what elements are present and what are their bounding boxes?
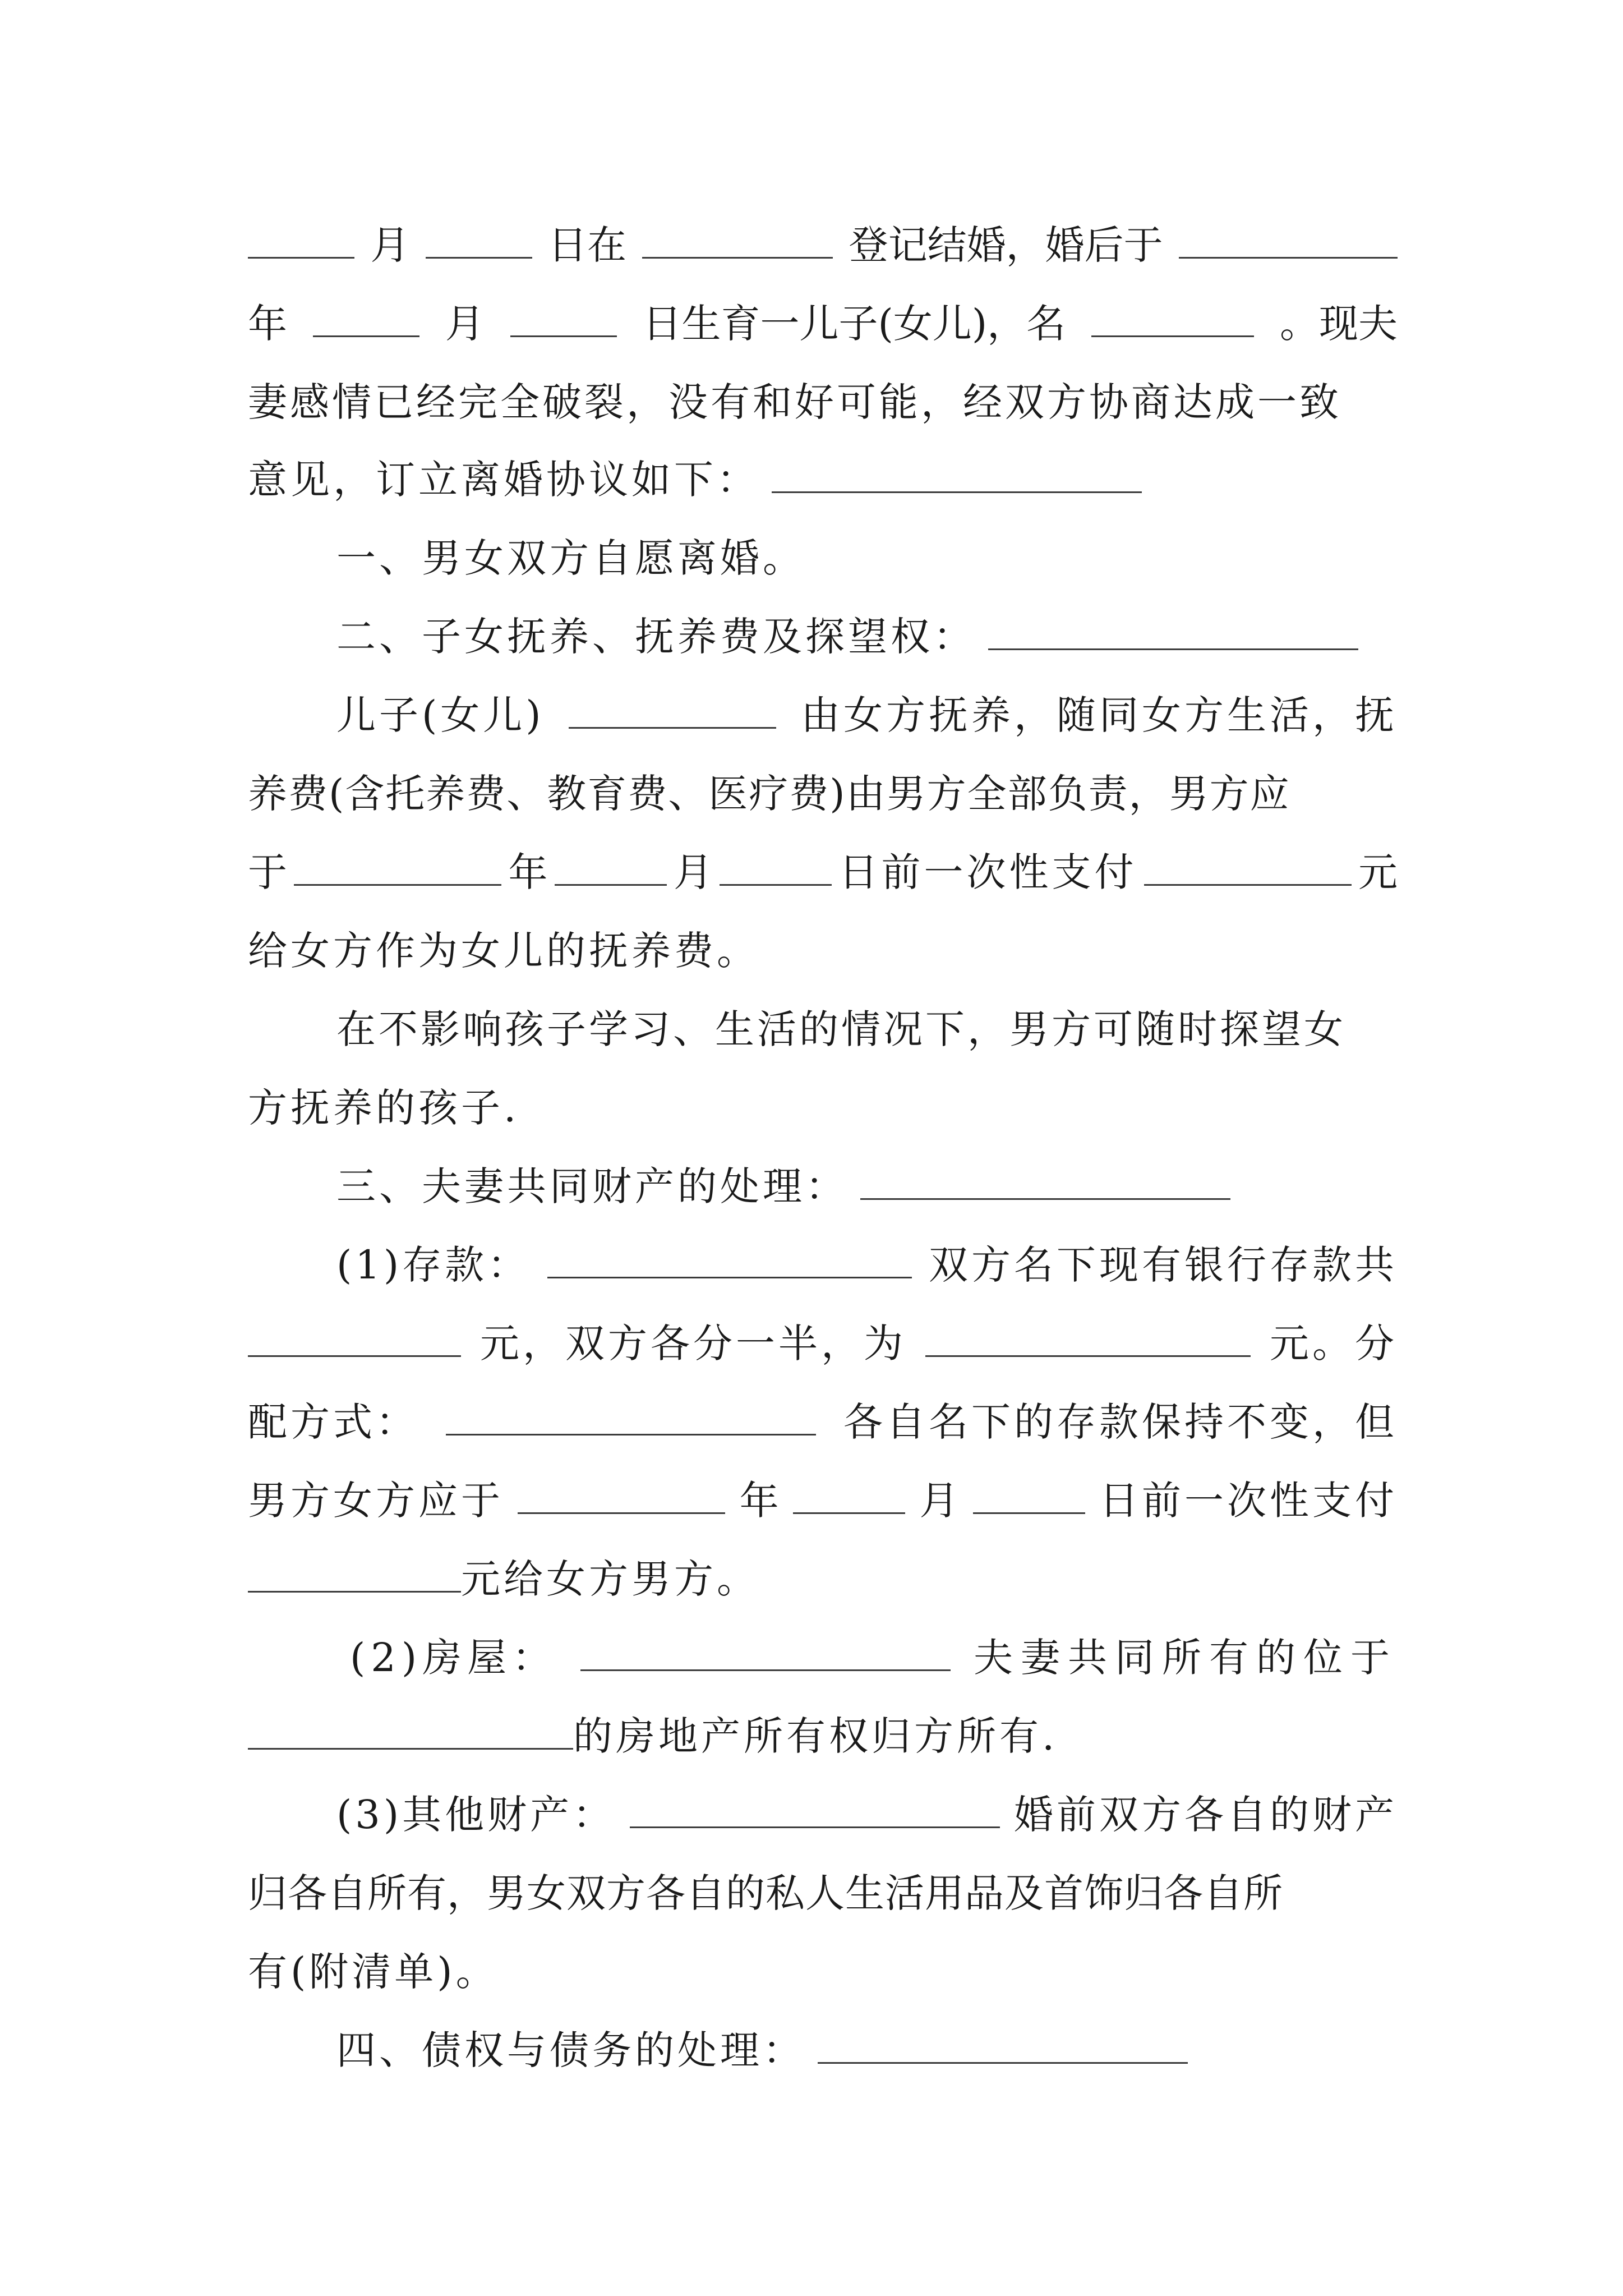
line-3 [248,377,1398,427]
text: 年 [248,301,287,347]
blank-day [973,1479,1085,1514]
blank-child [569,693,776,729]
blank-amount [248,1557,461,1593]
blank-year [294,850,501,886]
text: 有(附清单)。 [248,1949,499,1995]
line-19 [350,1632,1398,1683]
blank-amount [248,1322,461,1357]
text: 元 [1358,849,1398,895]
blank-field [772,458,1142,493]
blank-field [860,1165,1230,1200]
text: (1)存款： [336,1242,531,1288]
text: 男方女方应于 [248,1478,504,1524]
line-6 [336,611,1398,662]
text: 在不影响孩子学习、生活的情况下，男方可随时探望女 [336,1006,1346,1052]
section-heading-1: 一、男女双方自愿离婚。 [336,535,805,581]
text: 月 [674,849,713,895]
blank-field [818,2028,1188,2064]
line-20 [248,1711,1398,1761]
blank-month [555,850,667,886]
text: 于 [248,849,287,895]
text: 月 [370,222,410,268]
line-14 [336,1240,1398,1290]
line-10 [248,926,1398,976]
line-13 [336,1161,1398,1212]
text: 月 [445,301,485,347]
text: 配方式： [248,1399,418,1445]
text: 日在 [547,222,626,268]
text: 元。分 [1270,1320,1398,1366]
text: 日前一次性支付 [838,849,1137,895]
text: (2)房屋： [350,1635,557,1681]
blank-field [988,615,1358,650]
line-8 [248,769,1398,819]
blank-month [313,302,419,337]
text: 月 [919,1478,959,1524]
text: 夫妻共同所有的位于 [974,1635,1398,1681]
blank-place [642,223,833,259]
line-2 [248,298,1398,349]
line-12 [248,1083,1398,1133]
line-11 [336,1004,1398,1055]
blank-month [793,1479,905,1514]
text: 日前一次性支付 [1099,1478,1398,1524]
line-15 [248,1318,1398,1369]
blank-amount [1144,850,1352,886]
line-17 [248,1475,1398,1526]
text: 养费(含托养费、教育费、医疗费)由男方全部负责，男方应 [248,771,1290,817]
line-7 [336,690,1398,740]
text: 元给女方男方。 [461,1556,759,1602]
text: 年 [739,1478,779,1524]
blank-child-name [1091,302,1254,337]
line-23 [248,1947,1398,1997]
text: (3)其他财产： [336,1792,616,1838]
text: 年 [508,849,548,895]
text: 双方名下现有银行存款共 [929,1242,1398,1288]
text: 方抚养的孩子. [248,1085,520,1131]
blank-amount [925,1322,1251,1357]
blank-field [630,1793,1000,1828]
line-5 [336,533,1398,583]
text: 由女方抚养，随同女方生活，抚 [801,692,1398,738]
line-21 [336,1789,1398,1840]
blank-month [248,223,354,259]
line-24 [336,2025,1398,2076]
text: 的房地产所有权归方所有. [573,1713,1058,1759]
line-16 [248,1397,1398,1447]
text: 登记结婚，婚后于 [849,222,1163,268]
blank-field [446,1400,816,1435]
blank-year [1179,223,1398,259]
text: 给女方作为女儿的抚养费。 [248,928,759,974]
text: 意见，订立离婚协议如下： [248,457,759,503]
line-9 [248,847,1398,898]
line-1 [248,220,1398,270]
text: 元，双方各分一半，为 [480,1320,906,1366]
blank-day [720,850,832,886]
text: 归各自所有，男女双方各自的私人生活用品及首饰归各自所 [248,1870,1283,1916]
blank-day [426,223,532,259]
text: 。现夫 [1279,301,1398,347]
text: 日生育一儿子(女儿)，名 [642,301,1066,347]
line-18 [248,1554,1398,1604]
blank-day [510,302,617,337]
section-heading-4: 四、债权与债务的处理： [336,2027,805,2073]
text: 婚前双方各自的财产 [1014,1792,1398,1838]
text: 各自名下的存款保持不变，但 [843,1399,1398,1445]
text: 妻感情已经完全破裂，没有和好可能，经双方协商达成一致 [248,379,1341,425]
blank-location [248,1714,573,1750]
blank-field [547,1243,912,1278]
line-4 [248,454,1398,505]
blank-field [580,1636,951,1671]
section-heading-3: 三、夫妻共同财产的处理： [336,1163,848,1209]
section-heading-2: 二、子女抚养、抚养费及探望权： [336,614,976,660]
text: 儿子(女儿) [336,692,545,738]
line-22 [248,1868,1398,1918]
blank-year [518,1479,725,1514]
